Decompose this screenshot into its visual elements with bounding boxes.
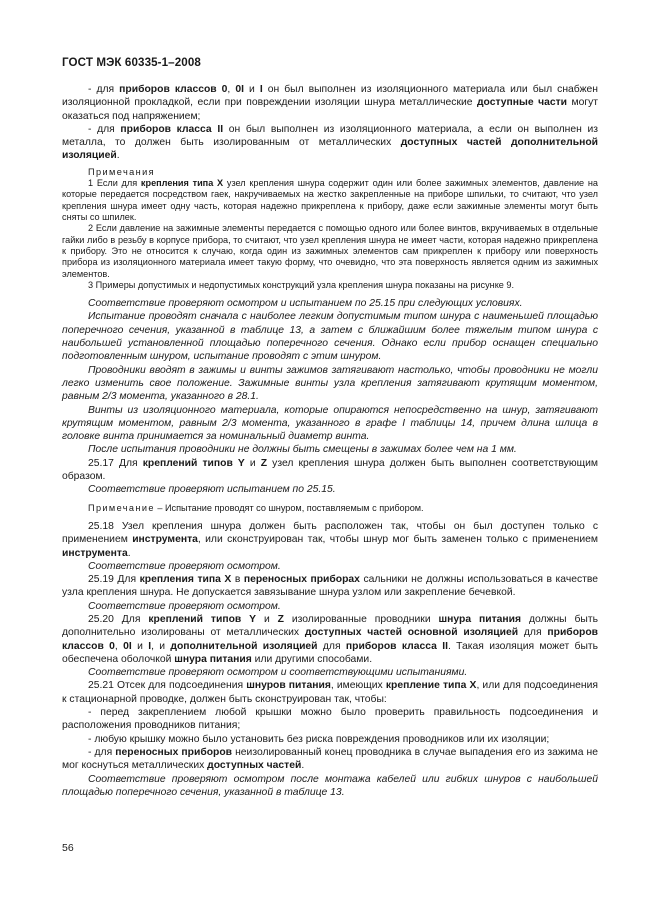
compliance-4: Винты из изоляционного материала, которые опираются непосредственно на шнур, затягивают крутящим моментом, равным 2/3 момента, указанного в графе I таблицы 14, причем длина шлица в головке винта принимается за номинальный диаметр винта. [62,404,598,443]
section-25-18-check: Соответствие проверяют осмотром. [88,560,281,572]
section-25-18: 25.18 Узел крепления шнура должен быть расположен так, чтобы он был доступен только с применением инструмента, или сконструирован так, чтобы шнур мог быть заменен только с применением инструмента. [62,520,598,559]
section-25-20: 25.20 Для креплений типов Y и Z изолированные проводники шнура питания должны быть дополнительно изолированы от металлических доступных частей основной изоляцией для приборов классов 0, 0I и I, и дополнительной изоляцией для приборов класса II. Такая изоляция может быть обеспечена оболочкой шнура питания или другими способами. [62,613,599,665]
compliance-2: Испытание проводят сначала с наиболее легким допустимым типом шнура с наименьшей площадью поперечного сечения, указанной в таблице 13, а затем с ближайшим более тяжелым типом шнура с наибольшей установленной площадью поперечного сечения. Однако если прибор оснащен специально подготовленным шнуром, испытание проводят с этим шнуром. [62,311,598,363]
paragraph-class-0-I: - для приборов классов 0, 0I и I он был выполнен из изоляционного материала или был снабжен изоляционной прокладкой, если при повреждении изоляции шнура металлические доступные части могут оказаться под напряжением; [62,84,599,122]
note-single: Примечание – Испытание проводят со шнуром, поставляемым с прибором. [88,502,424,513]
section-25-20-check: Соответствие проверяют осмотром и соответствующими испытаниями. [88,667,468,679]
section-25-21-item-3: - для переносных приборов неизолированный конец проводника в случае выпадения его из зажима не мог коснуться металлических доступных частей. [62,746,598,772]
compliance-5: После испытания проводники не должны быть смещены в зажимах более чем на 1 мм. [88,444,517,456]
page-number: 56 [62,842,74,854]
document-header: ГОСТ МЭК 60335-1–2008 [62,56,201,69]
note-3: 3 Примеры допустимых и недопустимых конструкций узла крепления шнура показаны на рисунке 9. [88,279,515,290]
section-25-17-check: Соответствие проверяют испытанием по 25.15. [88,484,336,496]
section-25-19: 25.19 Для крепления типа X в переносных приборах сальники не должны использоваться в качестве узла крепления шнура. Не допускается завязывание шнура узлом или закрепление бечевкой. [62,574,599,599]
section-25-17: 25.17 Для креплений типов Y и Z узел крепления шнура должен быть выполнен соответствующим образом. [62,457,598,483]
note-1: 1 Если для крепления типа X узел крепления шнура содержит один или более зажимных элементов, давление на которые передается посредством гаек, накручиваемых на жестко закрепленные на приборе шпильки, то считают, что узел крепления шнура имеет одну часть, которая надежно прикреплена к прибору, даже если зажимные элементы могут быть сняты со шпилек. [62,178,598,223]
section-25-21-item-1: - перед закреплением любой крышки можно было проверить правильность подсоединения и расположения проводников питания; [62,707,598,732]
notes-title: Примечания [88,166,156,177]
compliance-3: Проводники вводят в зажимы и винты зажимов затягивают настолько, чтобы проводники не могли легко изменить свое положение. Зажимные винты узла крепления затягивают крутящим моментом, равным 2/3 момента, указанного в 28.1. [62,364,598,403]
paragraph-class-II: - для приборов класса II он был выполнен из изоляционного материала, а если он выполнен из металла, то должен быть изолированным от металлических доступных частей дополнительной изоляцией. [62,123,599,162]
compliance-1: Соответствие проверяют осмотром и испытанием по 25.15 при следующих условиях. [88,298,523,310]
section-25-21: 25.21 Отсек для подсоединения шнуров питания, имеющих крепление типа X, или для подсоединения к стационарной проводке, должен быть сконструирован так, чтобы: [62,680,599,705]
section-25-21-item-2: - любую крышку можно было установить без риска повреждения проводников или их изоляции; [88,733,550,745]
section-25-21-check: Соответствие проверяют осмотром после монтажа кабелей или гибких шнуров с наибольшей площадью поперечного сечения, указанной в таблице 13. [62,773,598,798]
section-25-19-check: Соответствие проверяют осмотром. [88,600,281,612]
note-2: 2 Если давление на зажимные элементы передается с помощью одного или более винтов, вкручиваемых в отдельные гайки либо в резьбу в корпусе прибора, то считают, что узел крепления шнура не имеет части, которая надежно прикреплена к прибору. Это не относится к случаю, когда один из зажимных элементов сам прикреплен к прибору или поверхность прибора из изоляционного материала имеет такую форму, что очевидно, что эта поверхность является одним из зажимных элементов. [62,223,598,279]
